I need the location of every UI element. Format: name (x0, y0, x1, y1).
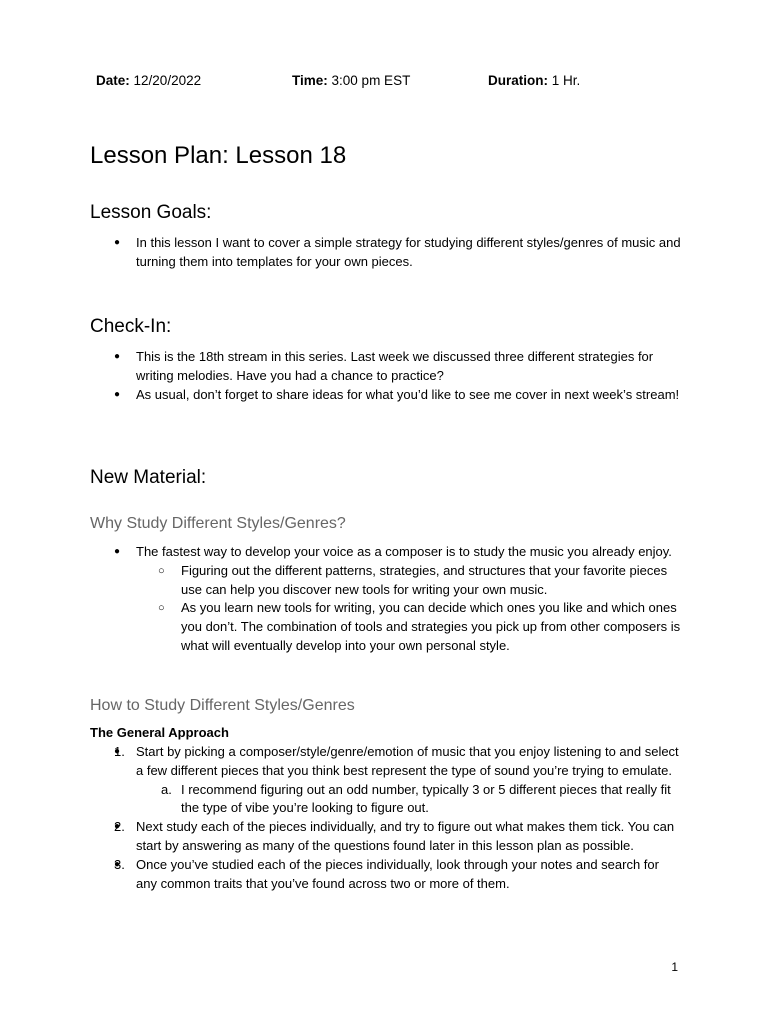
new-material-heading: New Material: (90, 467, 207, 488)
numbered-item (114, 856, 681, 894)
time-label: Time: (292, 73, 328, 88)
time-field (292, 73, 410, 88)
step-text: Start by picking a composer/style/genre/emotion of music that you enjoy listening to and select a few different pieces that you think best represent the type of sound you’re trying to emulate. (136, 744, 679, 778)
list-item: ● This is the 18th stream in this series. Last week we discussed three different strategies for writing melodies. Have you had a chance to practice? (136, 348, 681, 386)
date-label: Date: (96, 73, 130, 88)
check-in-list (136, 348, 681, 404)
step-text: I recommend figuring out an odd number, typically 3 or 5 different pieces that really fit the type of vibe you’re looking to figure out. (181, 781, 671, 816)
step-number: ● 1. (114, 744, 125, 759)
step-text: Next study each of the pieces individually, and try to figure out what makes them tick. You can start by answering as many of the questions found later in this lesson plan as possible. (136, 819, 675, 853)
check-in-heading: Check-In: (90, 316, 172, 337)
duration-label: Duration: (488, 73, 548, 88)
page-title: Lesson Plan: Lesson 18 (90, 142, 347, 169)
lesson-meta (96, 73, 696, 91)
lesson-goals-list (136, 234, 681, 272)
lettered-item (161, 781, 681, 819)
list-item: ● As usual, don’t forget to share ideas for what you’d like to see me cover in next week’s stream! (136, 386, 681, 405)
approach-steps-list (114, 743, 681, 893)
sub-list-item: ○ Figuring out the different patterns, strategies, and structures that your favorite pieces use can help you discover new tools for writing your own music. (181, 562, 681, 600)
step-sublist (136, 781, 681, 819)
how-to-study-heading: How to Study Different Styles/Genres (90, 697, 355, 714)
step-number: ● 3. (114, 856, 125, 872)
numbered-item (114, 743, 681, 818)
step-text: Once you’ve studied each of the pieces individually, look through your notes and search for any common traits that you’ve found across two or more of them. (136, 856, 659, 891)
date-field (96, 73, 201, 88)
date-value: 12/20/2022 (133, 73, 202, 88)
page-number: 1 (671, 960, 678, 974)
why-study-list (136, 543, 681, 656)
duration-field (488, 73, 580, 88)
general-approach-heading: The General Approach (90, 725, 229, 740)
list-item: ● In this lesson I want to cover a simple strategy for studying different styles/genres of music and turning them into templates for your own pieces. (136, 234, 681, 272)
step-number: ● 2. (114, 819, 125, 835)
why-study-heading: Why Study Different Styles/Genres? (90, 515, 346, 532)
lesson-goals-heading: Lesson Goals: (90, 202, 212, 223)
numbered-item (114, 818, 681, 856)
list-item (136, 543, 681, 656)
duration-value: 1 Hr. (551, 73, 581, 88)
why-study-sublist (136, 562, 681, 656)
time-value: 3:00 pm EST (331, 73, 411, 88)
list-item-text: The fastest way to develop your voice as a composer is to study the music you already enjoy. (136, 544, 672, 559)
step-letter: a. (161, 781, 172, 797)
sub-list-item: ○ As you learn new tools for writing, you can decide which ones you like and which ones you don’t. The combination of tools and strategies you pick up from other composers is what will eventually develop into your own personal style. (181, 599, 681, 655)
